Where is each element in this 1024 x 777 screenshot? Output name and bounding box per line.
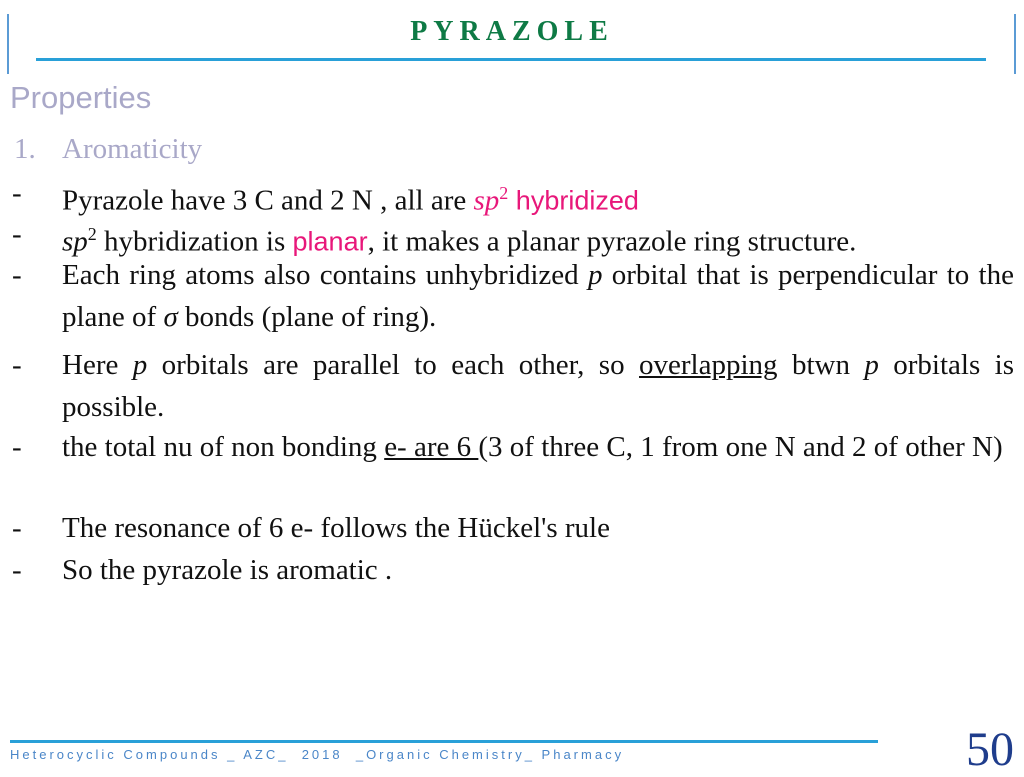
list-heading-label: Aromaticity [62, 133, 203, 165]
bullet-marker: - [12, 512, 22, 544]
bullet-marker: - [12, 431, 22, 463]
footer-text: Heterocyclic Compounds _ AZC_ 2018 _Organic Chemistry_ Pharmacy [10, 747, 625, 762]
bullet-marker: - [12, 259, 22, 291]
list-heading [14, 133, 202, 166]
bullet-marker: - [12, 177, 22, 209]
list-number: 1. [14, 133, 36, 165]
bullet-text: Here p orbitals are parallel to each other, so overlapping btwn p orbitals is possible. [62, 349, 1015, 423]
bullet-text: $sp^2$ hybridization is planar, it makes a planar pyrazole ring structure. [62, 224, 857, 258]
section-heading: Properties [10, 80, 152, 115]
bullet-text: Each ring atoms also contains unhybridized p orbital that is perpendicular to the plane of σ bonds (plane of ring). [62, 259, 1014, 333]
electron-count-term: e- are 6 [384, 431, 479, 463]
bullet-text: the total nu of non bonding e- are 6 (3 of three C, 1 from one N and 2 of other N) [62, 431, 1003, 463]
footer-divider [10, 740, 878, 743]
title-divider [36, 58, 986, 61]
bullet-marker: - [12, 349, 22, 381]
slide-title: PYRAZOLE [410, 16, 614, 47]
bullet-text: The resonance of 6 e- follows the Hückel's rule [62, 512, 610, 544]
bullet-text: So the pyrazole is aromatic . [62, 554, 393, 586]
bullet-marker: - [12, 554, 22, 586]
overlapping-term: overlapping [639, 349, 778, 381]
bullet-text: Pyrazole have 3 C and 2 N , all are $sp^2$ hybridized [62, 183, 639, 217]
bullet-marker: - [12, 218, 22, 250]
page-number: 50 [966, 723, 1014, 776]
